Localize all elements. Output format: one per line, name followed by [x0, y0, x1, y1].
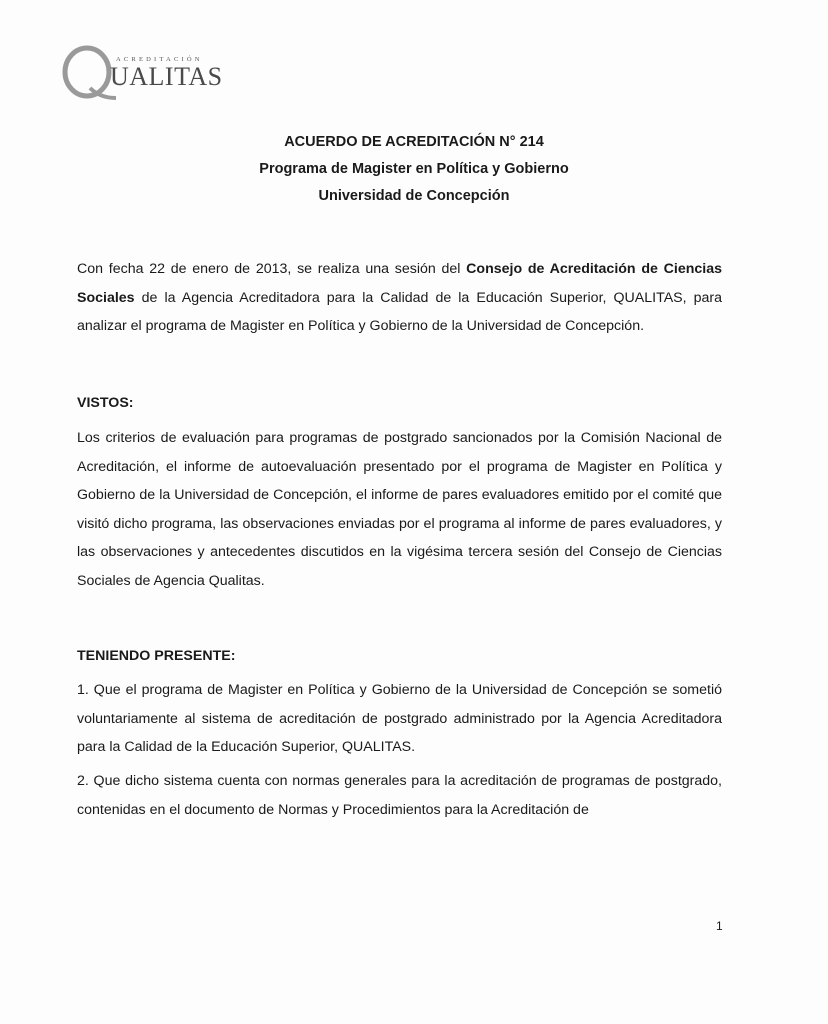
vistos-paragraph: Los criterios de evaluación para programas de postgrado sancionados por la Comisión Nacional de Acreditación, el informe de autoevaluación presentado por el programa de Magister en Política y Gobierno de la Universidad de Concepción, el informe de pares evaluadores emitido por el comité que visitó dicho programa, las observaciones enviadas por el programa al informe de pares evaluadores, y las observaciones y antecedentes discutidos en la vigésima tercera sesión del Consejo de Ciencias Sociales de Agencia Qualitas.	[77, 430, 722, 589]
intro-paragraph	[77, 255, 722, 341]
intro-text-2: de la Agencia Acreditadora para la Calidad de la Educación Superior, QUALITAS, para analizar el programa de Magister en Política y Gobierno de la Universidad de Concepción.	[77, 289, 722, 334]
teniendo-title: TENIENDO PRESENTE:	[77, 648, 236, 664]
teniendo-item-1: 1. Que el programa de Magister en Política y Gobierno de la Universidad de Concepción se sometió voluntariamente al sistema de acreditación de postgrado administrado por la Agencia Acreditadora para la Calidad de la Educación Superior, QUALITAS.	[77, 682, 722, 755]
intro-text-1: Con fecha 22 de enero de 2013, se realiza una sesión del	[77, 261, 467, 277]
agreement-title: ACUERDO DE ACREDITACIÓN N° 214	[284, 134, 544, 150]
qualitas-logo	[60, 40, 230, 110]
university-name: Universidad de Concepción	[318, 188, 510, 204]
intro-council-name: Consejo de Acreditación de Ciencias Sociales	[77, 261, 722, 306]
vistos-title: VISTOS:	[77, 395, 134, 411]
logo-subtitle: ACREDITACIÓN	[116, 56, 203, 63]
program-name: Programa de Magister en Política y Gobierno	[259, 161, 569, 177]
teniendo-item-2: 2. Que dicho sistema cuenta con normas generales para la acreditación de programas de postgrado, contenidas en el documento de Normas y Procedimientos para la Acreditación de	[77, 773, 722, 818]
page-number: 1	[716, 919, 723, 933]
logo-wordmark: UALITAS	[110, 62, 223, 91]
